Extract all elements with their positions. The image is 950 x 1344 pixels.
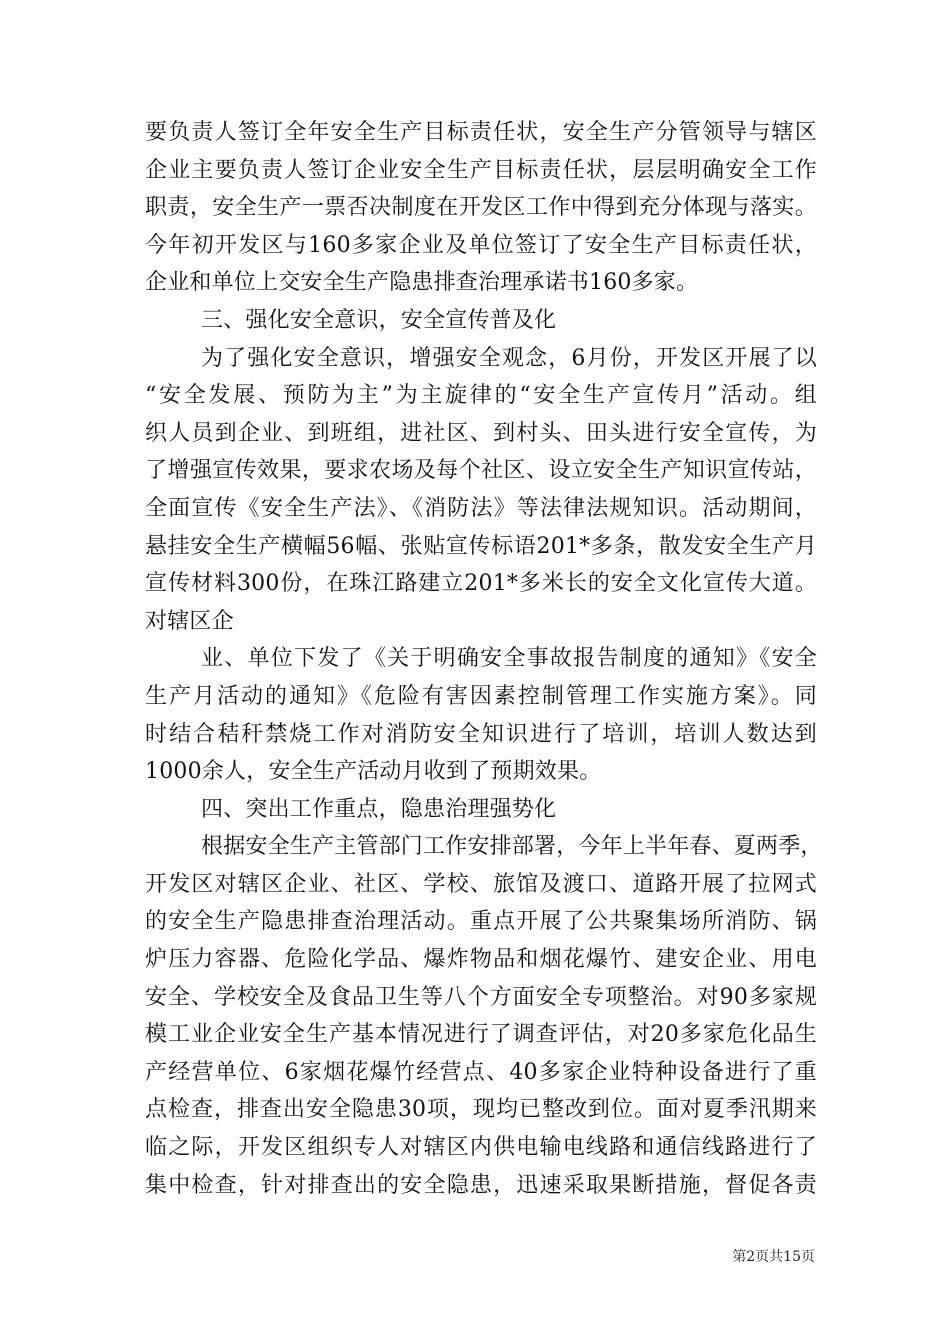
text-line: 1000余人，安全生产活动月收到了预期效果。 (145, 759, 602, 785)
text-line: 安全、学校安全及食品卫生等八个方面安全专项整治。对90多家规 (145, 984, 817, 1010)
text-line: 今年初开发区与160多家企业及单位签订了安全生产目标责任状， (145, 232, 817, 258)
text-line: 集中检查，针对排查出的安全隐患，迅速采取果断措施，督促各责 (145, 1172, 817, 1198)
text-line: 企业主要负责人签订企业安全生产目标责任状，层层明确安全工作 (145, 157, 817, 183)
text-line: 为了强化安全意识，增强安全观念，6月份，开发区开展了以 (201, 345, 817, 371)
text-line: 时结合秸秆禁烧工作对消防安全知识进行了培训，培训人数达到 (145, 721, 817, 747)
text-line: 点检查，排查出安全隐患30项，现均已整改到位。面对夏季汛期来 (145, 1097, 817, 1123)
text-line: 宣传材料300份，在珠江路建立201*多米长的安全文化宣传大道。 (145, 571, 817, 597)
text-line: 对辖区企 (145, 608, 234, 634)
text-line: 职责，安全生产一票否决制度在开发区工作中得到充分体现与落实。 (145, 195, 817, 221)
text-line: 要负责人签订全年安全生产目标责任状，安全生产分管领导与辖区 (145, 120, 817, 145)
text-line: 业、单位下发了《关于明确安全事故报告制度的通知》《安全 (201, 646, 817, 672)
section-heading: 三、强化安全意识，安全宣传普及化 (201, 307, 557, 333)
text-line: 炉压力容器、危险化学品、爆炸物品和烟花爆竹、建安企业、用电 (145, 947, 817, 973)
text-line: 了增强宣传效果，要求农场及每个社区、设立安全生产知识宣传站， (145, 458, 817, 484)
text-line: 织人员到企业、到班组，进社区、到村头、田头进行安全宣传，为 (145, 420, 817, 446)
body-text (145, 114, 823, 1204)
text-line: “安全发展、预防为主”为主旋律的“安全生产宣传月”活动。组 (145, 383, 817, 409)
text-line: 的安全生产隐患排查治理活动。重点开展了公共聚集场所消防、锅 (145, 909, 817, 935)
text-line: 产经营单位、6家烟花爆竹经营点、40多家企业特种设备进行了重 (145, 1059, 817, 1085)
text-line: 企业和单位上交安全生产隐患排查治理承诺书160多家。 (145, 270, 699, 296)
text-line: 全面宣传《安全生产法》、《消防法》等法律法规知识。活动期间， (145, 495, 817, 521)
text-line: 悬挂安全生产横幅56幅、张贴宣传标语201*多条，散发安全生产月 (145, 533, 817, 559)
page-number: 第2页共15页 (732, 1249, 815, 1265)
text-line: 根据安全生产主管部门工作安排部署，今年上半年春、夏两季， (201, 834, 823, 860)
text-line: 开发区对辖区企业、社区、学校、旅馆及渡口、道路开展了拉网式 (145, 871, 817, 897)
text-line: 临之际，开发区组织专人对辖区内供电输电线路和通信线路进行了 (145, 1135, 817, 1161)
section-heading: 四、突出工作重点，隐患治理强势化 (201, 796, 557, 822)
text-line: 模工业企业安全生产基本情况进行了调查评估，对20多家危化品生 (145, 1022, 817, 1048)
text-line: 生产月活动的通知》《危险有害因素控制管理工作实施方案》。同 (145, 683, 817, 709)
